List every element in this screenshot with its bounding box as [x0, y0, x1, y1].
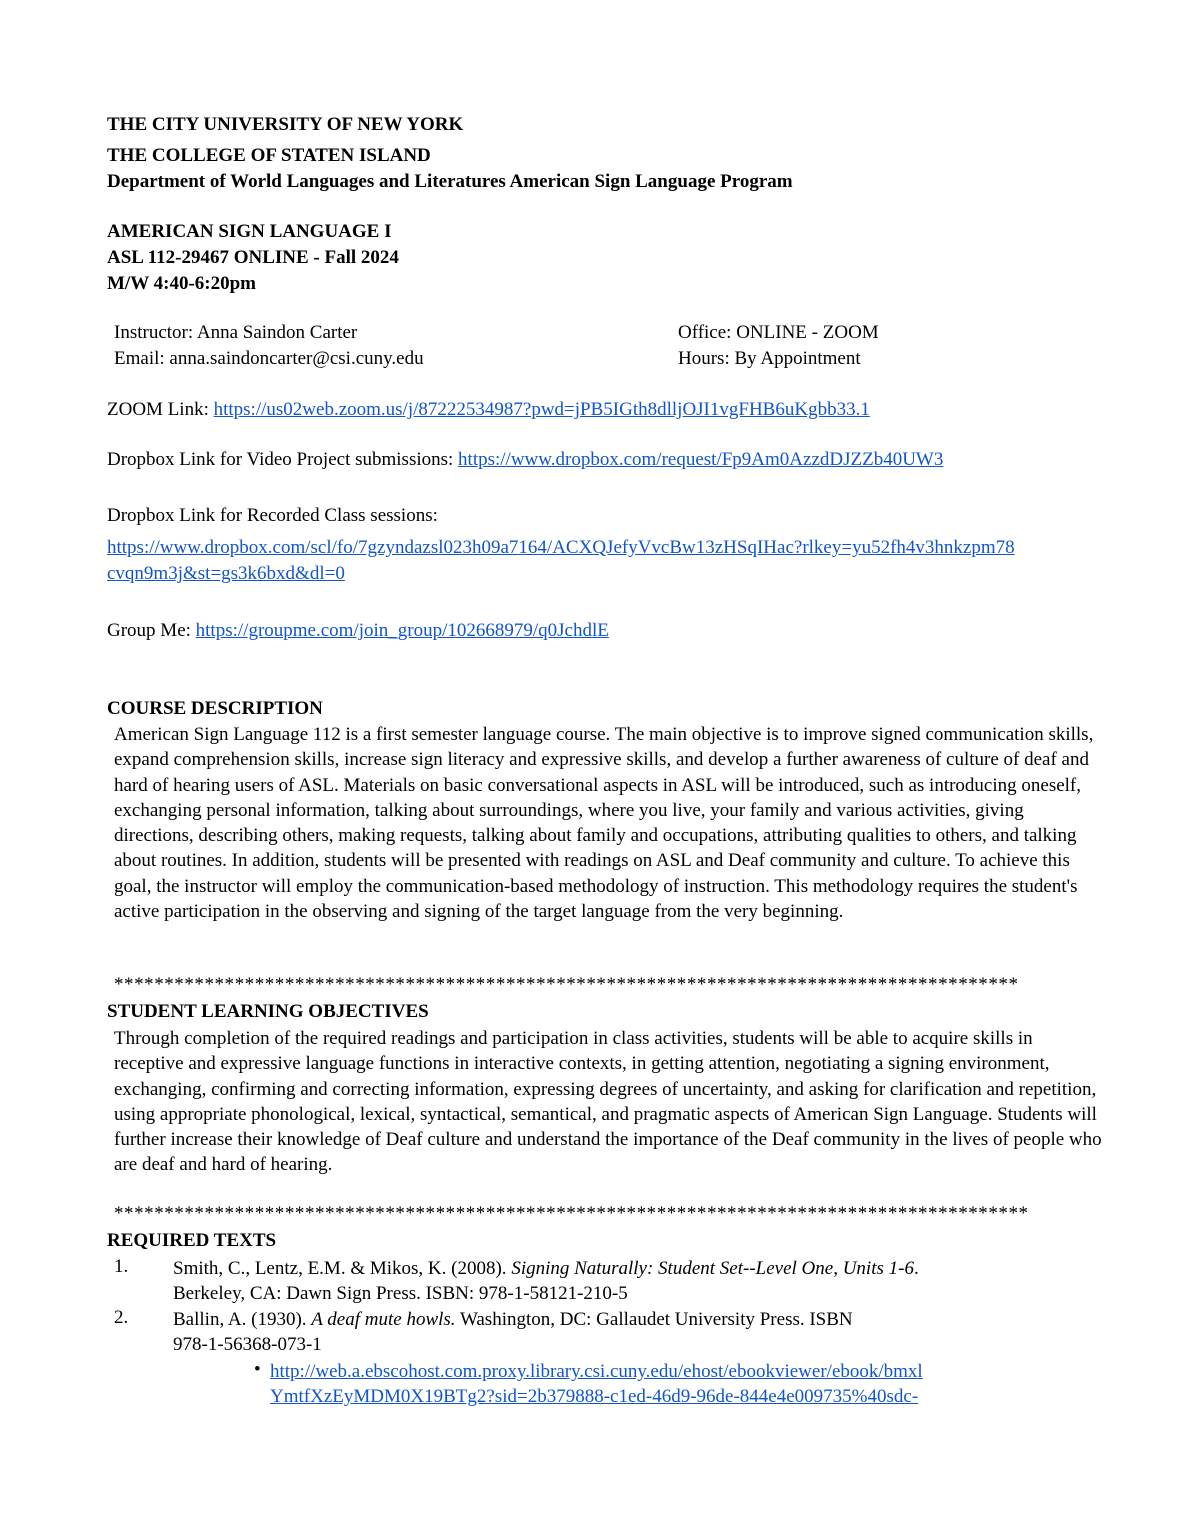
zoom-link-row	[107, 399, 870, 421]
dropbox-recorded-label: Dropbox Link for Recorded Class sessions:	[107, 505, 438, 526]
reference-isbn: 978-1-56368-073-1	[173, 1334, 322, 1355]
learning-objectives-body: Through completion of the required readings and participation in class activities, students will be able to acquire skills in receptive and expressive language functions in interactive contexts, in getting attention, negotiating a signing environment, exchanging, confirming and correcting information, expressing degrees of uncertainty, and asking for clarification and repetition, using appropriate phonological, lexical, syntactical, semantical, and pragmatic aspects of American Sign Language. Students will further increase their knowledge of Deaf culture and understand the importance of the Deaf community in the lives of people who are deaf and hard of hearing.	[114, 1028, 1102, 1176]
dropbox-recorded-link-line1[interactable]: https://www.dropbox.com/scl/fo/7gzyndazsl023h09a7164/ACXQJefyVvcBw13zHSqIHac?rlkey=yu52fh4v3hnkzpm78	[107, 537, 1015, 558]
college-name: THE COLLEGE OF STATEN ISLAND	[107, 145, 431, 166]
reference-authors: Smith, C., Lentz, E.M. & Mikos, K. (2008).	[173, 1258, 512, 1279]
zoom-link[interactable]: https://us02web.zoom.us/j/87222534987?pwd=jPB5IGth8dlljOJI1vgFHB6uKgbb33.1	[213, 399, 870, 420]
separator: *******************************************************************************************	[114, 1203, 1029, 1224]
reference-line	[173, 1307, 853, 1332]
ebsco-link-line1[interactable]: http://web.a.ebscohost.com.proxy.library.csi.cuny.edu/ehost/ebookviewer/ebook/bmxl	[270, 1361, 923, 1382]
instructor-email: Email: anna.saindoncarter@csi.cuny.edu	[114, 348, 424, 369]
reference-line	[173, 1256, 919, 1281]
zoom-link-label: ZOOM Link:	[107, 399, 214, 420]
reference-publisher: Berkeley, CA: Dawn Sign Press. ISBN: 978-1-58121-210-5	[173, 1283, 628, 1304]
list-number: 2.	[114, 1307, 129, 1328]
university-name: THE CITY UNIVERSITY OF NEW YORK	[107, 114, 464, 135]
course-title: AMERICAN SIGN LANGUAGE I	[107, 221, 392, 242]
reference-authors: Ballin, A. (1930).	[173, 1309, 312, 1330]
course-section: ASL 112-29467 ONLINE - Fall 2024	[107, 247, 399, 268]
dropbox-video-label: Dropbox Link for Video Project submissions:	[107, 449, 459, 470]
list-number: 1.	[114, 1256, 129, 1277]
office-location: Office: ONLINE - ZOOM	[678, 322, 879, 343]
office-hours: Hours: By Appointment	[678, 348, 861, 369]
course-description-heading: COURSE DESCRIPTION	[107, 698, 323, 719]
ebsco-link-line2[interactable]: YmtfXzEyMDM0X19BTg2?sid=2b379888-c1ed-46d9-96de-844e4e009735%40sdc-	[270, 1386, 919, 1407]
groupme-row	[107, 620, 609, 642]
reference-title: A deaf mute howls.	[311, 1309, 456, 1330]
dropbox-video-link[interactable]: https://www.dropbox.com/request/Fp9Am0AzzdDJZZb40UW3	[458, 449, 944, 470]
dropbox-recorded-link-line2[interactable]: cvqn9m3j&st=gs3k6bxd&dl=0	[107, 563, 345, 584]
reference-suffix: .	[913, 1258, 919, 1279]
department-name: Department of World Languages and Literatures American Sign Language Program	[107, 171, 793, 192]
groupme-label: Group Me:	[107, 620, 196, 641]
required-texts-heading: REQUIRED TEXTS	[107, 1230, 277, 1251]
reference-title: Signing Naturally: Student Set--Level One, Units 1-6	[511, 1258, 914, 1279]
groupme-link[interactable]: https://groupme.com/join_group/102668979/q0JchdlE	[195, 620, 609, 641]
bullet-icon: •	[254, 1359, 261, 1380]
course-schedule: M/W 4:40-6:20pm	[107, 273, 256, 294]
course-description-body: American Sign Language 112 is a first semester language course. The main objective is to improve signed communication skills, expand comprehension skills, increase sign literacy and expressive skills, and develop a further awareness of culture of deaf and hard of hearing users of ASL. Materials on basic conversational aspects in ASL will be introduced, such as introducing oneself, exchanging personal information, talking about surroundings, where you live, your family and various activities, giving directions, describing others, making requests, talking about family and occupations, attributing qualities to others, and talking about routines. In addition, students will be presented with readings on ASL and Deaf community and culture. To achieve this goal, the instructor will employ the communication-based methodology of instruction. This methodology requires the student's active participation in the observing and signing of the target language from the very beginning.	[114, 724, 1094, 923]
dropbox-video-row	[107, 449, 943, 471]
reference-suffix: Washington, DC: Gallaudet University Press. ISBN	[455, 1309, 853, 1330]
instructor-name: Instructor: Anna Saindon Carter	[114, 322, 358, 343]
separator: ******************************************************************************************	[114, 974, 1019, 995]
learning-objectives-heading: STUDENT LEARNING OBJECTIVES	[107, 1001, 429, 1022]
